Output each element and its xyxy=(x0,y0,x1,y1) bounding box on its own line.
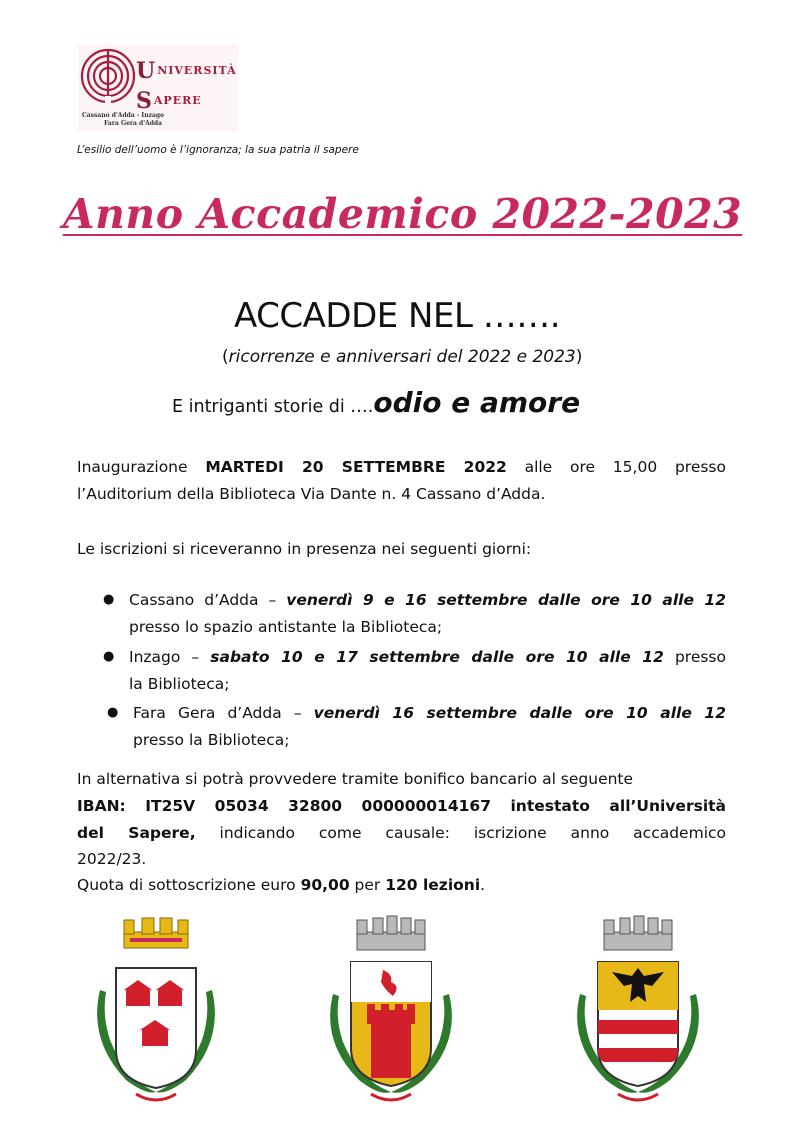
bullet-icon: ● xyxy=(107,705,119,720)
silver-crown-icon xyxy=(604,916,672,950)
page-title: Anno Accademico 2022-2023 xyxy=(62,190,743,238)
cassano-coat-of-arms xyxy=(86,910,226,1110)
intro-line: E intriganti storie di ….odio e amore xyxy=(172,386,581,419)
list-item: ● Fara Gera d’Adda – venerdì 16 settembre dalle ore 10 alle 12 presso la Biblioteca; xyxy=(107,700,726,753)
list-item: ● Cassano d’Adda – venerdì 9 e 16 settembre dalle ore 10 alle 12 presso lo spazio antistante la Biblioteca; xyxy=(103,587,726,640)
fara-gera-coat-of-arms xyxy=(568,910,708,1110)
subheading: (ricorrenze e anniversari del 2022 e 2023) xyxy=(222,347,583,367)
main-heading: ACCADDE NEL ……. xyxy=(234,296,561,336)
payment-line-3: del Sapere, indicando come causale: iscrizione anno accademico xyxy=(77,824,727,842)
iban-line: IBAN: IT25V 05034 32800 000000014167 intestato all’Università xyxy=(77,797,726,815)
gold-crown-icon xyxy=(124,918,188,948)
inzago-coat-of-arms xyxy=(321,910,461,1110)
logo-subtitle-2: Fara Gera d'Adda xyxy=(104,120,163,127)
fee-line: Quota di sottoscrizione euro 90,00 per 120 lezioni. xyxy=(77,876,486,894)
logo-line-1: UNIVERSITÀ xyxy=(136,58,237,84)
universita-del-sapere-logo xyxy=(78,44,238,132)
logo-line-2: SAPERE xyxy=(136,88,202,114)
enrollment-intro: Le iscrizioni si riceveranno in presenza nei seguenti giorni: xyxy=(77,540,532,558)
payment-line-4: 2022/23. xyxy=(77,850,147,868)
bullet-icon: ● xyxy=(103,649,115,664)
bullet-icon: ● xyxy=(103,592,115,607)
list-item: ● Inzago – sabato 10 e 17 settembre dalle ore 10 alle 12 presso la Biblioteca; xyxy=(103,644,726,697)
labyrinth-icon xyxy=(78,44,138,114)
inauguration-line-2: l’Auditorium della Biblioteca Via Dante n. 4 Cassano d’Adda. xyxy=(77,485,546,503)
inauguration-line-1: Inaugurazione MARTEDI 20 SETTEMBRE 2022 alle ore 15,00 presso xyxy=(77,458,726,476)
motto: L’esilio dell’uomo è l’ignoranza; la sua patria il sapere xyxy=(77,144,359,156)
payment-line-1: In alternativa si potrà provvedere tramite bonifico bancario al seguente xyxy=(77,770,634,788)
intro-emphasis: odio e amore xyxy=(373,386,581,419)
silver-crown-icon xyxy=(357,916,425,950)
red-tower-icon xyxy=(367,1004,415,1078)
logo-subtitle-1: Cassano d'Adda - Inzago xyxy=(82,112,165,119)
